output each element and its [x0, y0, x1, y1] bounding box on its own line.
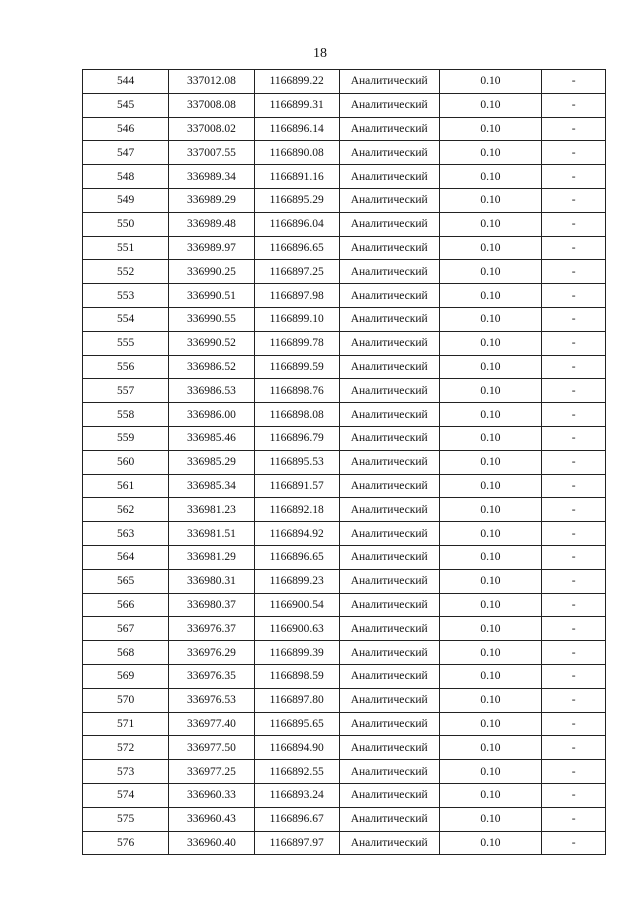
- note-cell: -: [542, 736, 606, 760]
- note-cell: -: [542, 379, 606, 403]
- y-coordinate-cell: 1166891.57: [254, 474, 339, 498]
- point-number-cell: 573: [83, 760, 169, 784]
- accuracy-cell: 0.10: [439, 498, 542, 522]
- table-row: [83, 117, 606, 141]
- point-number-cell: 549: [83, 188, 169, 212]
- x-coordinate-cell: 336989.34: [169, 165, 254, 189]
- note-cell: -: [542, 236, 606, 260]
- method-cell: Аналитический: [339, 260, 439, 284]
- note-cell: -: [542, 760, 606, 784]
- y-coordinate-cell: 1166895.53: [254, 450, 339, 474]
- accuracy-cell: 0.10: [439, 70, 542, 94]
- accuracy-cell: 0.10: [439, 664, 542, 688]
- accuracy-cell: 0.10: [439, 712, 542, 736]
- y-coordinate-cell: 1166899.39: [254, 641, 339, 665]
- accuracy-cell: 0.10: [439, 474, 542, 498]
- accuracy-cell: 0.10: [439, 760, 542, 784]
- y-coordinate-cell: 1166899.23: [254, 569, 339, 593]
- accuracy-cell: 0.10: [439, 831, 542, 855]
- x-coordinate-cell: 337012.08: [169, 70, 254, 94]
- note-cell: -: [542, 307, 606, 331]
- coordinates-table: [82, 69, 606, 855]
- note-cell: -: [542, 831, 606, 855]
- note-cell: -: [542, 165, 606, 189]
- y-coordinate-cell: 1166895.29: [254, 188, 339, 212]
- table-row: [83, 450, 606, 474]
- y-coordinate-cell: 1166898.76: [254, 379, 339, 403]
- y-coordinate-cell: 1166899.31: [254, 93, 339, 117]
- method-cell: Аналитический: [339, 736, 439, 760]
- table-row: [83, 260, 606, 284]
- table-row: [83, 165, 606, 189]
- table-row: [83, 593, 606, 617]
- accuracy-cell: 0.10: [439, 355, 542, 379]
- point-number-cell: 565: [83, 569, 169, 593]
- x-coordinate-cell: 336985.29: [169, 450, 254, 474]
- y-coordinate-cell: 1166896.65: [254, 545, 339, 569]
- method-cell: Аналитический: [339, 331, 439, 355]
- note-cell: -: [542, 545, 606, 569]
- accuracy-cell: 0.10: [439, 403, 542, 427]
- accuracy-cell: 0.10: [439, 736, 542, 760]
- note-cell: -: [542, 93, 606, 117]
- method-cell: Аналитический: [339, 141, 439, 165]
- method-cell: Аналитический: [339, 379, 439, 403]
- x-coordinate-cell: 336985.34: [169, 474, 254, 498]
- method-cell: Аналитический: [339, 545, 439, 569]
- x-coordinate-cell: 336960.33: [169, 783, 254, 807]
- x-coordinate-cell: 336980.37: [169, 593, 254, 617]
- y-coordinate-cell: 1166896.04: [254, 212, 339, 236]
- accuracy-cell: 0.10: [439, 617, 542, 641]
- x-coordinate-cell: 336989.29: [169, 188, 254, 212]
- x-coordinate-cell: 336989.48: [169, 212, 254, 236]
- table-row: [83, 712, 606, 736]
- table-row: [83, 403, 606, 427]
- table-row: [83, 212, 606, 236]
- point-number-cell: 561: [83, 474, 169, 498]
- x-coordinate-cell: 336976.29: [169, 641, 254, 665]
- x-coordinate-cell: 336976.53: [169, 688, 254, 712]
- table-row: [83, 307, 606, 331]
- accuracy-cell: 0.10: [439, 212, 542, 236]
- point-number-cell: 555: [83, 331, 169, 355]
- x-coordinate-cell: 336976.37: [169, 617, 254, 641]
- note-cell: -: [542, 284, 606, 308]
- accuracy-cell: 0.10: [439, 545, 542, 569]
- point-number-cell: 550: [83, 212, 169, 236]
- x-coordinate-cell: 336986.53: [169, 379, 254, 403]
- point-number-cell: 559: [83, 426, 169, 450]
- x-coordinate-cell: 336990.51: [169, 284, 254, 308]
- note-cell: -: [542, 617, 606, 641]
- point-number-cell: 547: [83, 141, 169, 165]
- table-row: [83, 379, 606, 403]
- point-number-cell: 548: [83, 165, 169, 189]
- note-cell: -: [542, 188, 606, 212]
- point-number-cell: 556: [83, 355, 169, 379]
- note-cell: -: [542, 331, 606, 355]
- y-coordinate-cell: 1166890.08: [254, 141, 339, 165]
- method-cell: Аналитический: [339, 403, 439, 427]
- y-coordinate-cell: 1166892.18: [254, 498, 339, 522]
- point-number-cell: 564: [83, 545, 169, 569]
- accuracy-cell: 0.10: [439, 569, 542, 593]
- method-cell: Аналитический: [339, 236, 439, 260]
- x-coordinate-cell: 336990.52: [169, 331, 254, 355]
- accuracy-cell: 0.10: [439, 379, 542, 403]
- note-cell: -: [542, 522, 606, 546]
- y-coordinate-cell: 1166894.90: [254, 736, 339, 760]
- point-number-cell: 566: [83, 593, 169, 617]
- x-coordinate-cell: 336986.00: [169, 403, 254, 427]
- note-cell: -: [542, 450, 606, 474]
- y-coordinate-cell: 1166900.63: [254, 617, 339, 641]
- x-coordinate-cell: 337007.55: [169, 141, 254, 165]
- note-cell: -: [542, 403, 606, 427]
- x-coordinate-cell: 337008.02: [169, 117, 254, 141]
- table-row: [83, 760, 606, 784]
- method-cell: Аналитический: [339, 783, 439, 807]
- table-row: [83, 474, 606, 498]
- method-cell: Аналитический: [339, 498, 439, 522]
- y-coordinate-cell: 1166900.54: [254, 593, 339, 617]
- x-coordinate-cell: 336990.55: [169, 307, 254, 331]
- note-cell: -: [542, 474, 606, 498]
- y-coordinate-cell: 1166898.59: [254, 664, 339, 688]
- point-number-cell: 563: [83, 522, 169, 546]
- method-cell: Аналитический: [339, 284, 439, 308]
- y-coordinate-cell: 1166899.59: [254, 355, 339, 379]
- accuracy-cell: 0.10: [439, 93, 542, 117]
- accuracy-cell: 0.10: [439, 117, 542, 141]
- y-coordinate-cell: 1166898.08: [254, 403, 339, 427]
- note-cell: -: [542, 117, 606, 141]
- method-cell: Аналитический: [339, 617, 439, 641]
- method-cell: Аналитический: [339, 450, 439, 474]
- point-number-cell: 568: [83, 641, 169, 665]
- coordinates-table-body: [83, 70, 606, 855]
- note-cell: -: [542, 664, 606, 688]
- method-cell: Аналитический: [339, 117, 439, 141]
- method-cell: Аналитический: [339, 807, 439, 831]
- x-coordinate-cell: 336976.35: [169, 664, 254, 688]
- x-coordinate-cell: 336960.43: [169, 807, 254, 831]
- table-row: [83, 736, 606, 760]
- accuracy-cell: 0.10: [439, 307, 542, 331]
- table-row: [83, 664, 606, 688]
- point-number-cell: 546: [83, 117, 169, 141]
- table-row: [83, 569, 606, 593]
- table-row: [83, 188, 606, 212]
- y-coordinate-cell: 1166896.65: [254, 236, 339, 260]
- note-cell: -: [542, 807, 606, 831]
- accuracy-cell: 0.10: [439, 165, 542, 189]
- y-coordinate-cell: 1166895.65: [254, 712, 339, 736]
- point-number-cell: 576: [83, 831, 169, 855]
- note-cell: -: [542, 593, 606, 617]
- point-number-cell: 553: [83, 284, 169, 308]
- y-coordinate-cell: 1166897.97: [254, 831, 339, 855]
- accuracy-cell: 0.10: [439, 426, 542, 450]
- point-number-cell: 562: [83, 498, 169, 522]
- table-row: [83, 426, 606, 450]
- table-row: [83, 522, 606, 546]
- note-cell: -: [542, 498, 606, 522]
- point-number-cell: 572: [83, 736, 169, 760]
- note-cell: -: [542, 641, 606, 665]
- x-coordinate-cell: 336986.52: [169, 355, 254, 379]
- note-cell: -: [542, 70, 606, 94]
- table-row: [83, 688, 606, 712]
- y-coordinate-cell: 1166893.24: [254, 783, 339, 807]
- table-row: [83, 831, 606, 855]
- table-row: [83, 70, 606, 94]
- y-coordinate-cell: 1166897.25: [254, 260, 339, 284]
- x-coordinate-cell: 336977.50: [169, 736, 254, 760]
- y-coordinate-cell: 1166899.78: [254, 331, 339, 355]
- x-coordinate-cell: 336989.97: [169, 236, 254, 260]
- point-number-cell: 560: [83, 450, 169, 474]
- method-cell: Аналитический: [339, 522, 439, 546]
- table-row: [83, 783, 606, 807]
- point-number-cell: 558: [83, 403, 169, 427]
- accuracy-cell: 0.10: [439, 236, 542, 260]
- x-coordinate-cell: 336980.31: [169, 569, 254, 593]
- accuracy-cell: 0.10: [439, 593, 542, 617]
- note-cell: -: [542, 783, 606, 807]
- point-number-cell: 575: [83, 807, 169, 831]
- accuracy-cell: 0.10: [439, 807, 542, 831]
- page-number: 18: [313, 46, 327, 61]
- y-coordinate-cell: 1166894.92: [254, 522, 339, 546]
- point-number-cell: 544: [83, 70, 169, 94]
- y-coordinate-cell: 1166892.55: [254, 760, 339, 784]
- method-cell: Аналитический: [339, 212, 439, 236]
- accuracy-cell: 0.10: [439, 641, 542, 665]
- table-row: [83, 284, 606, 308]
- method-cell: Аналитический: [339, 93, 439, 117]
- y-coordinate-cell: 1166897.80: [254, 688, 339, 712]
- x-coordinate-cell: 336981.29: [169, 545, 254, 569]
- note-cell: -: [542, 569, 606, 593]
- method-cell: Аналитический: [339, 355, 439, 379]
- method-cell: Аналитический: [339, 664, 439, 688]
- note-cell: -: [542, 688, 606, 712]
- method-cell: Аналитический: [339, 688, 439, 712]
- x-coordinate-cell: 336981.23: [169, 498, 254, 522]
- accuracy-cell: 0.10: [439, 331, 542, 355]
- note-cell: -: [542, 260, 606, 284]
- y-coordinate-cell: 1166896.67: [254, 807, 339, 831]
- accuracy-cell: 0.10: [439, 260, 542, 284]
- note-cell: -: [542, 141, 606, 165]
- point-number-cell: 557: [83, 379, 169, 403]
- x-coordinate-cell: 336990.25: [169, 260, 254, 284]
- point-number-cell: 574: [83, 783, 169, 807]
- method-cell: Аналитический: [339, 712, 439, 736]
- y-coordinate-cell: 1166891.16: [254, 165, 339, 189]
- note-cell: -: [542, 212, 606, 236]
- y-coordinate-cell: 1166896.79: [254, 426, 339, 450]
- point-number-cell: 545: [83, 93, 169, 117]
- accuracy-cell: 0.10: [439, 284, 542, 308]
- method-cell: Аналитический: [339, 641, 439, 665]
- note-cell: -: [542, 712, 606, 736]
- table-row: [83, 331, 606, 355]
- x-coordinate-cell: 336960.40: [169, 831, 254, 855]
- table-row: [83, 617, 606, 641]
- method-cell: Аналитический: [339, 426, 439, 450]
- accuracy-cell: 0.10: [439, 688, 542, 712]
- x-coordinate-cell: 337008.08: [169, 93, 254, 117]
- method-cell: Аналитический: [339, 831, 439, 855]
- y-coordinate-cell: 1166899.10: [254, 307, 339, 331]
- point-number-cell: 554: [83, 307, 169, 331]
- table-row: [83, 141, 606, 165]
- y-coordinate-cell: 1166896.14: [254, 117, 339, 141]
- point-number-cell: 552: [83, 260, 169, 284]
- x-coordinate-cell: 336985.46: [169, 426, 254, 450]
- y-coordinate-cell: 1166899.22: [254, 70, 339, 94]
- point-number-cell: 551: [83, 236, 169, 260]
- method-cell: Аналитический: [339, 569, 439, 593]
- accuracy-cell: 0.10: [439, 188, 542, 212]
- x-coordinate-cell: 336981.51: [169, 522, 254, 546]
- point-number-cell: 571: [83, 712, 169, 736]
- point-number-cell: 567: [83, 617, 169, 641]
- method-cell: Аналитический: [339, 593, 439, 617]
- accuracy-cell: 0.10: [439, 522, 542, 546]
- method-cell: Аналитический: [339, 165, 439, 189]
- table-row: [83, 498, 606, 522]
- method-cell: Аналитический: [339, 70, 439, 94]
- point-number-cell: 569: [83, 664, 169, 688]
- table-row: [83, 545, 606, 569]
- accuracy-cell: 0.10: [439, 450, 542, 474]
- method-cell: Аналитический: [339, 188, 439, 212]
- accuracy-cell: 0.10: [439, 141, 542, 165]
- table-row: [83, 641, 606, 665]
- x-coordinate-cell: 336977.40: [169, 712, 254, 736]
- method-cell: Аналитический: [339, 474, 439, 498]
- note-cell: -: [542, 426, 606, 450]
- accuracy-cell: 0.10: [439, 783, 542, 807]
- method-cell: Аналитический: [339, 760, 439, 784]
- table-row: [83, 807, 606, 831]
- table-row: [83, 93, 606, 117]
- point-number-cell: 570: [83, 688, 169, 712]
- table-row: [83, 236, 606, 260]
- table-row: [83, 355, 606, 379]
- note-cell: -: [542, 355, 606, 379]
- y-coordinate-cell: 1166897.98: [254, 284, 339, 308]
- method-cell: Аналитический: [339, 307, 439, 331]
- x-coordinate-cell: 336977.25: [169, 760, 254, 784]
